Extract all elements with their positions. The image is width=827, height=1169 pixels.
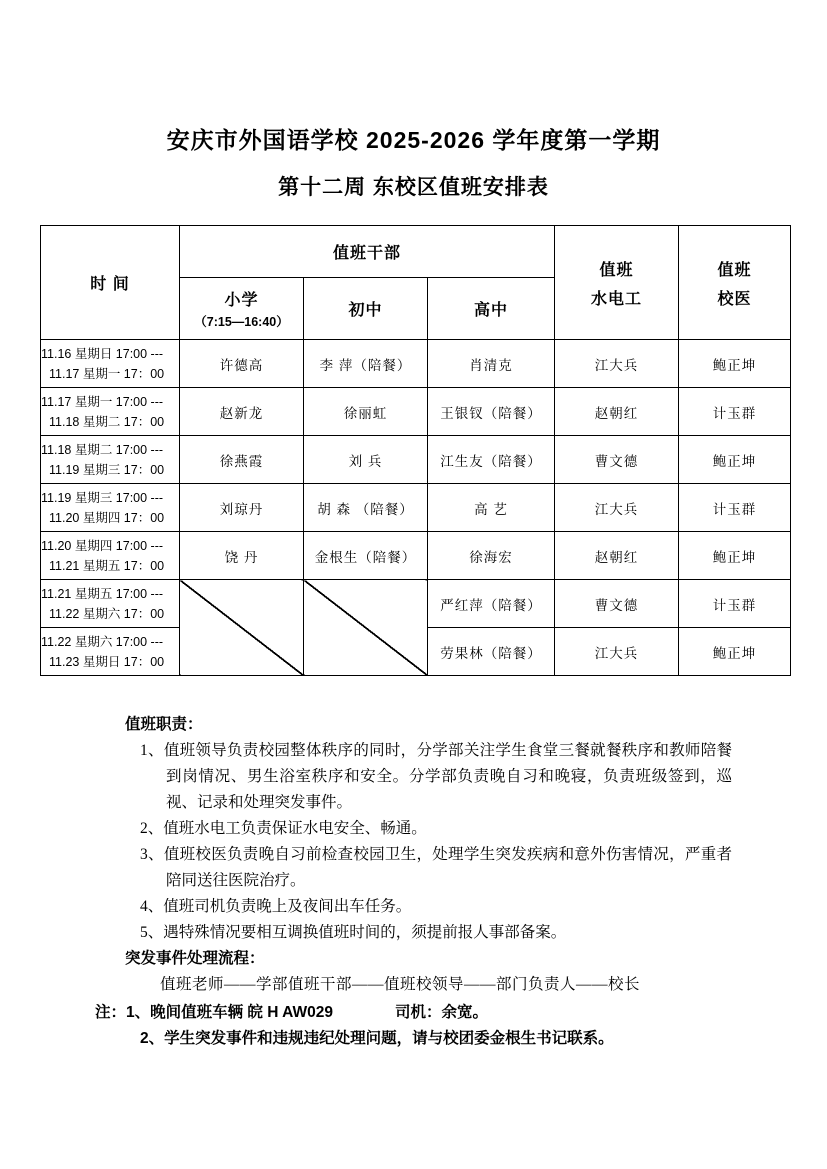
time-end: 11.17 星期一 17：00 [49,366,165,381]
table-row [41,532,791,580]
time-start: 11.17 星期一 17:00 --- [41,394,164,409]
primary-merged-empty-cell [180,580,304,676]
duty-item: 5、遇特殊情况要相互调换值班时间的，须提前报人事部备案。 [140,924,567,941]
time-end: 11.23 星期日 17：00 [49,654,165,669]
electrician-cell: 江大兵 [555,340,679,388]
junior-duty-cell: 胡 森 （陪餐） [304,484,428,532]
header-electrician [555,226,679,340]
emergency-flow: 值班老师——学部值班干部——值班校领导——部门负责人——校长 [160,976,641,993]
electrician-cell: 曹文德 [555,580,679,628]
time-cell [41,388,180,436]
duty-item: 2、值班水电工负责保证水电安全、畅通。 [140,820,427,837]
doctor-cell: 鲍正坤 [679,532,791,580]
header-junior: 初中 [304,278,428,340]
time-start: 11.20 星期四 17:00 --- [41,538,164,553]
time-end: 11.19 星期三 17：00 [49,462,165,477]
table-row [41,388,791,436]
doctor-cell: 鲍正坤 [679,628,791,676]
electrician-cell: 曹文德 [555,436,679,484]
duty-item: 3、值班校医负责晚自习前检查校园卫生，处理学生突发疾病和意外伤害情况，严重者陪同送往医院治疗。 [140,846,732,889]
document-title-line2: 第十二周 东校区值班安排表 [278,176,549,199]
junior-duty-cell: 李 萍（陪餐） [304,340,428,388]
junior-duty-cell: 刘 兵 [304,436,428,484]
electrician-cell: 江大兵 [555,484,679,532]
emergency-title: 突发事件处理流程： [125,950,265,967]
time-end: 11.18 星期二 17：00 [49,414,165,429]
header-doctor-line1: 值班 [717,261,752,279]
time-cell [41,532,180,580]
doctor-cell: 计玉群 [679,388,791,436]
time-cell [41,436,180,484]
junior-merged-empty-cell [304,580,428,676]
time-start: 11.16 星期日 17:00 --- [41,346,164,361]
duty-item: 4、值班司机负责晚上及夜间出车任务。 [140,898,412,915]
time-start: 11.21 星期五 17:00 --- [41,586,164,601]
junior-duty-cell: 徐丽虹 [304,388,428,436]
doctor-cell: 计玉群 [679,580,791,628]
primary-duty-cell: 刘琼丹 [180,484,304,532]
header-senior: 高中 [428,278,555,340]
duty-item: 1、值班领导负责校园整体秩序的同时，分学部关注学生食堂三餐就餐秩序和教师陪餐到岗情况、男生浴室秩序和安全。分学部负责晚自习和晚寝，负责班级签到，巡视、记录和处理突发事件。 [140,742,732,811]
time-start: 11.18 星期二 17:00 --- [41,442,164,457]
time-cell [41,580,180,628]
junior-duty-cell: 金根生（陪餐） [304,532,428,580]
header-primary [180,278,304,340]
senior-duty-cell: 高 艺 [428,484,555,532]
primary-duty-cell: 许德高 [180,340,304,388]
time-cell [41,484,180,532]
senior-duty-cell: 肖清克 [428,340,555,388]
duties-title: 值班职责： [125,716,203,733]
notes-section [95,712,742,1052]
senior-duty-cell: 王银钗（陪餐） [428,388,555,436]
primary-duty-cell: 赵新龙 [180,388,304,436]
senior-duty-cell: 江生友（陪餐） [428,436,555,484]
table-row [41,580,791,628]
time-start: 11.22 星期六 17:00 --- [41,634,164,649]
header-doctor-line2: 校医 [717,290,752,308]
time-end: 11.21 星期五 17：00 [49,558,165,573]
header-time: 时 间 [41,226,180,340]
header-primary-name: 小学 [224,292,259,309]
table-row [41,436,791,484]
duty-schedule-table [40,225,791,676]
time-end: 11.22 星期六 17：00 [49,606,165,621]
doctor-cell: 计玉群 [679,484,791,532]
note-contact: 2、学生突发事件和违规违纪处理问题，请与校团委金根生书记联系。 [140,1030,614,1047]
time-end: 11.20 星期四 17：00 [49,510,165,525]
duties-list [140,738,732,946]
header-electrician-line1: 值班 [599,261,634,279]
senior-duty-cell: 徐海宏 [428,532,555,580]
primary-duty-cell: 徐燕霞 [180,436,304,484]
time-start: 11.19 星期三 17:00 --- [41,490,164,505]
doctor-cell: 鲍正坤 [679,436,791,484]
header-primary-hours: （7:15—16:40） [194,315,289,329]
primary-duty-cell: 饶 丹 [180,532,304,580]
document-title-line1: 安庆市外国语学校 2025-2026 学年度第一学期 [166,127,661,153]
table-row [41,340,791,388]
senior-duty-cell: 严红萍（陪餐） [428,580,555,628]
electrician-cell: 赵朝红 [555,388,679,436]
electrician-cell: 赵朝红 [555,532,679,580]
table-row [41,484,791,532]
time-cell [41,628,180,676]
time-cell [41,340,180,388]
header-electrician-line2: 水电工 [591,290,643,308]
header-doctor [679,226,791,340]
electrician-cell: 江大兵 [555,628,679,676]
doctor-cell: 鲍正坤 [679,340,791,388]
header-duty-cadre: 值班干部 [180,226,555,278]
senior-duty-cell: 劳果林（陪餐） [428,628,555,676]
note-vehicle: 注：1、晚间值班车辆 皖 H AW029 司机：余宽。 [95,1004,488,1021]
